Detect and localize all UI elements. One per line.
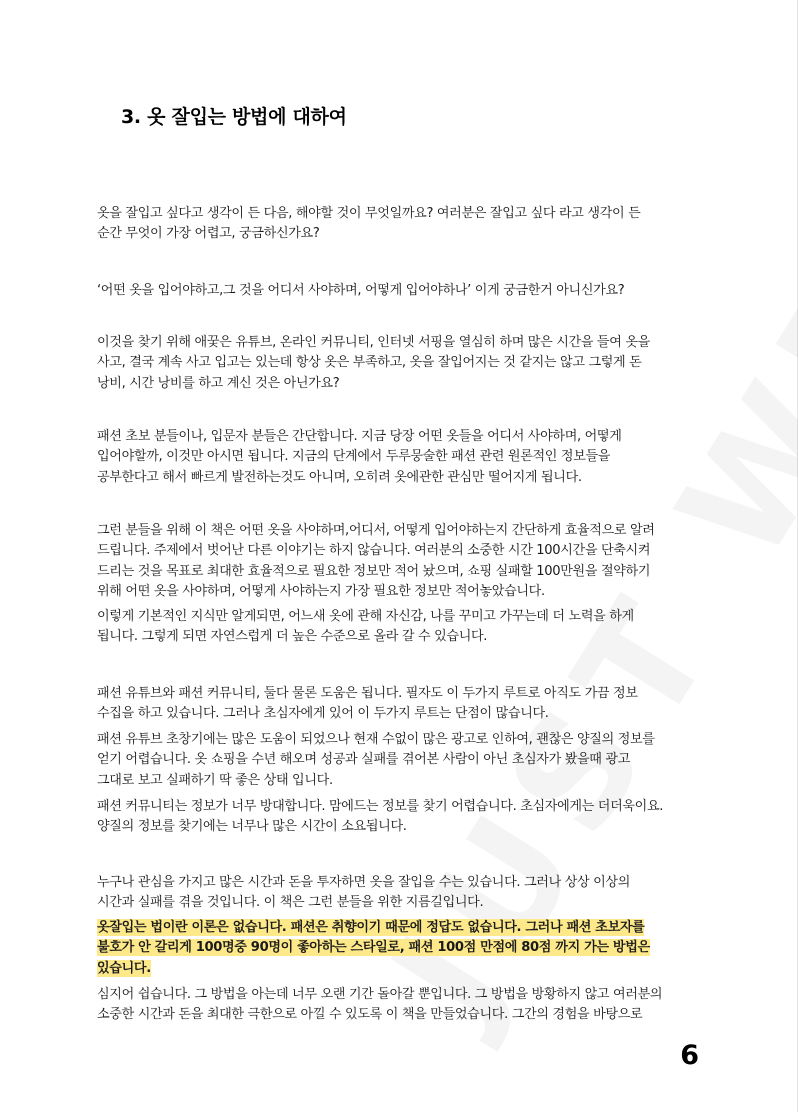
text-line: 얻기 어렵습니다. 옷 쇼핑을 수년 해오며 성공과 실패를 겪어본 사람이 아닌 초심자가 봤을때 광고 [97, 752, 631, 768]
text-line: 위해 어떤 옷을 사야하며, 어떻게 사야하는지 가장 필요한 정보만 적어놓았습니다. [97, 584, 545, 600]
text-line: ‘어떤 옷을 입어야하고,그 것을 어디서 사야하며, 어떻게 입어야하나’ 이게 궁금한거 아니신가요? [97, 283, 625, 298]
paragraph-7 [97, 684, 709, 725]
text-line: 시간과 실패를 겪을 것입니다. 이 책은 그런 분들을 위한 지름길입니다. [97, 895, 484, 911]
text-line: 낭비, 시간 낭비를 하고 계신 것은 아닌가요? [97, 375, 340, 391]
highlighted-text-line: 불호가 안 갈리게 100명중 90명이 좋아하는 스타일로, 패션 100점 만점에 80점 까지 가는 방법은 [97, 940, 650, 956]
paragraph-12 [97, 985, 709, 1026]
paragraph-10 [97, 873, 709, 914]
text-line: 소중한 시간과 돈을 최대한 극한으로 아낄 수 있도록 이 책을 만들었습니다. 그간의 경험을 바탕으로 [97, 1007, 643, 1023]
highlighted-paragraph [97, 918, 709, 979]
paragraph-4 [97, 427, 709, 488]
paragraph-3 [97, 333, 709, 394]
highlighted-text-line: 있습니다. [97, 960, 151, 976]
paragraph-2 [97, 281, 709, 301]
text-line: 심지어 쉽습니다. 그 방법을 아는데 너무 오랜 기간 돌아갈 뿐입니다. 그 방법을 방황하지 않고 여러분의 [97, 987, 663, 1002]
text-line: 이렇게 기본적인 지식만 알게되면, 어느새 옷에 관해 자신감, 나를 꾸미고 가꾸는데 더 노력을 하게 [97, 609, 634, 624]
section-heading: 3. 옷 잘입는 방법에 대하여 [121, 106, 347, 128]
paragraph-8 [97, 730, 709, 791]
text-line: 입어야할까, 이것만 아시면 됩니다. 지금의 단계에서 두루뭉술한 패션 관련 원론적인 정보들을 [97, 449, 611, 465]
text-line: 드립니다. 주제에서 벗어난 다른 이야기는 하지 않습니다. 여러분의 소중한 시간 100시간을 단축시켜 [97, 543, 651, 559]
text-line: 순간 무엇이 가장 어렵고, 궁금하신가요? [97, 226, 320, 242]
text-line: 패션 초보 분들이나, 입문자 분들은 간단합니다. 지금 당장 어떤 옷들을 어디서 사야하며, 어떻게 [97, 429, 622, 444]
text-line: 그대로 보고 실패하기 딱 좋은 상태 입니다. [97, 772, 333, 788]
text-line: 양질의 정보를 찾기에는 너무나 많은 시간이 소요됩니다. [97, 819, 407, 835]
paragraph-9 [97, 797, 709, 838]
page-number: 6 [680, 1040, 699, 1071]
highlighted-text-line: 옷잘입는 법이란 이론은 없습니다. 패션은 취향이기 때문에 정답도 없습니다. 그러나 패션 초보자를 [97, 920, 645, 935]
text-line: 이것을 찾기 위해 애꿎은 유튜브, 온라인 커뮤니티, 인터넷 서핑을 열심히 하며 많은 시간을 들여 옷을 [97, 335, 650, 350]
text-line: 패션 유튜브 초창기에는 많은 도움이 되었으나 현재 수없이 많은 광고로 인하여, 괜찮은 양질의 정보를 [97, 732, 655, 747]
text-line: 누구나 관심을 가지고 많은 시간과 돈을 투자하면 옷을 잘입을 수는 있습니다. 그러나 상상 이상의 [97, 875, 631, 890]
text-line: 드리는 것을 목표로 최대한 효율적으로 필요한 정보만 적어 놨으며, 쇼핑 실패할 100만원을 절약하기 [97, 563, 651, 579]
text-line: 공부한다고 해서 빠르게 발전하는것도 아니며, 오히려 옷에관한 관심만 떨어지게 됩니다. [97, 469, 582, 485]
paragraph-5 [97, 521, 709, 603]
text-line: 사고, 결국 계속 사고 입고는 있는데 항상 옷은 부족하고, 옷을 잘입어지는 것 같지는 않고 그렇게 돈 [97, 355, 642, 371]
paragraph-6 [97, 607, 709, 648]
text-line: 그런 분들을 위해 이 책은 어떤 옷을 사야하며,어디서, 어떻게 입어야하는지 간단하게 효율적으로 알려 [97, 523, 655, 538]
text-line: 패션 유튜브와 패션 커뮤니티, 둘다 물론 도움은 됩니다. 필자도 이 두가지 루트로 아직도 가끔 정보 [97, 686, 638, 701]
text-line: 옷을 잘입고 싶다고 생각이 든 다음, 해야할 것이 무엇일까요? 여러분은 잘입고 싶다 라고 생각이 든 [97, 206, 641, 221]
text-line: 수집을 하고 있습니다. 그러나 초심자에게 있어 이 두가지 루트는 단점이 많습니다. [97, 706, 549, 722]
paragraph-1 [97, 204, 709, 245]
text-line: 됩니다. 그렇게 되면 자연스럽게 더 높은 수준으로 올라 갈 수 있습니다. [97, 629, 488, 645]
text-line: 패션 커뮤니티는 정보가 너무 방대합니다. 맘에드는 정보를 찾기 어렵습니다. 초심자에게는 더더욱이요. [97, 799, 664, 814]
